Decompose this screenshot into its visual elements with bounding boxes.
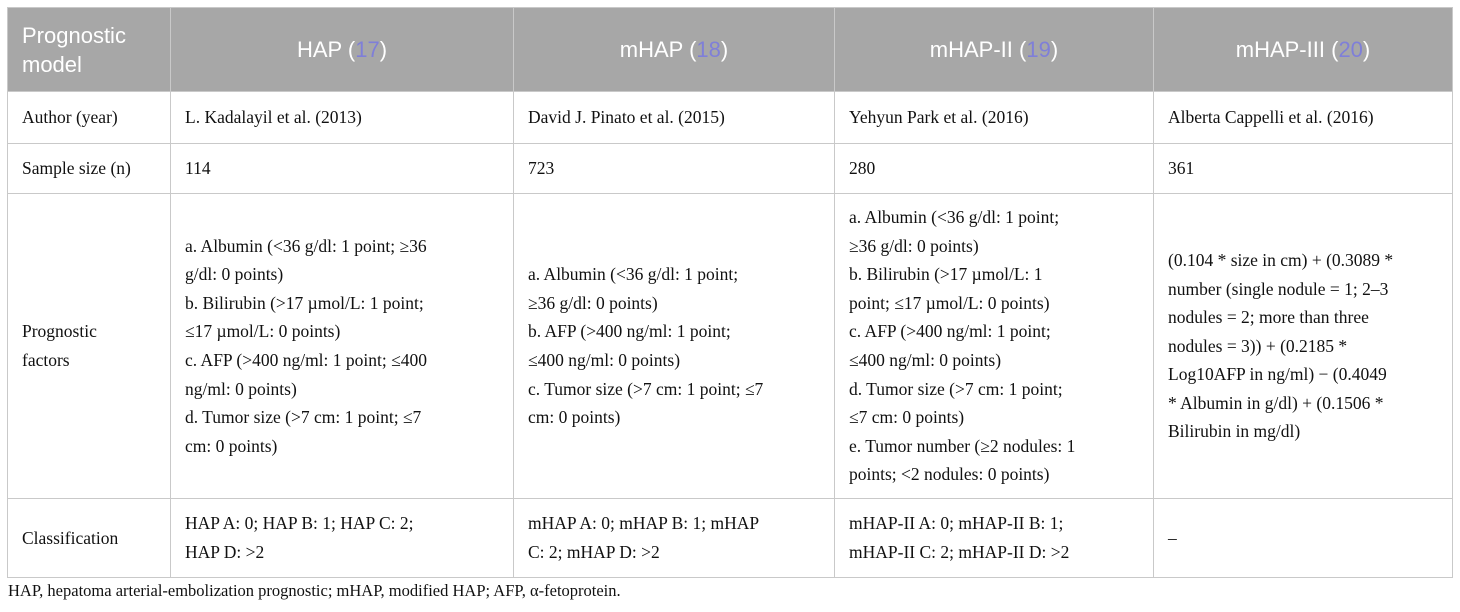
header-mhap-ii: mHAP-II (19): [835, 8, 1154, 92]
header-mhap-iii: mHAP-III (20): [1154, 8, 1453, 92]
table-cell: mHAP-II A: 0; mHAP-II B: 1; mHAP-II C: 2; mHAP-II D: >2: [835, 499, 1154, 578]
header-hap: HAP (17): [171, 8, 514, 92]
header-mhap: mHAP (18): [514, 8, 835, 92]
reference-link[interactable]: 20: [1338, 37, 1363, 62]
table-cell: (0.104 * size in cm) + (0.3089 * number (single nodule = 1; 2–3 nodules = 2; more than three nodules = 3)) + (0.2185 * Log10AFP in ng/ml) − (0.4049 * Albumin in g/dl) + (0.1506 * Bilirubin in mg/dl): [1154, 194, 1453, 499]
row-label: Sample size (n): [8, 144, 171, 194]
table-cell: mHAP A: 0; mHAP B: 1; mHAP C: 2; mHAP D: >2: [514, 499, 835, 578]
reference-link[interactable]: 17: [355, 37, 380, 62]
table-cell: 114: [171, 144, 514, 194]
table-cell: 361: [1154, 144, 1453, 194]
table-footnote: HAP, hepatoma arterial-embolization prognostic; mHAP, modified HAP; AFP, α-fetoprotein.: [8, 581, 621, 600]
row-label: Prognostic factors: [8, 194, 171, 499]
row-label: Classification: [8, 499, 171, 578]
table-row-sample-size: [8, 144, 1453, 194]
table-row-author: [8, 92, 1453, 144]
table-cell: David J. Pinato et al. (2015): [514, 92, 835, 144]
reference-link[interactable]: 19: [1026, 37, 1051, 62]
table-cell: 723: [514, 144, 835, 194]
table-cell: L. Kadalayil et al. (2013): [171, 92, 514, 144]
table-cell: –: [1154, 499, 1453, 578]
table-cell: a. Albumin (<36 g/dl: 1 point; ≥36 g/dl: 0 points) b. AFP (>400 ng/ml: 1 point; ≤400 ng/ml: 0 points) c. Tumor size (>7 cm: 1 point; ≤7 cm: 0 points): [514, 194, 835, 499]
header-row: [8, 8, 1453, 92]
table-cell: a. Albumin (<36 g/dl: 1 point; ≥36 g/dl: 0 points) b. Bilirubin (>17 µmol/L: 1 point; ≤17 µmol/L: 0 points) c. AFP (>400 ng/ml: 1 point; ≤400 ng/ml: 0 points) d. Tumor size (>7 cm: 1 point; ≤7 cm: 0 points): [171, 194, 514, 499]
table-cell: HAP A: 0; HAP B: 1; HAP C: 2; HAP D: >2: [171, 499, 514, 578]
table-row-prognostic-factors: [8, 194, 1453, 499]
table-row-classification: [8, 499, 1453, 578]
reference-link[interactable]: 18: [696, 37, 721, 62]
table-cell: 280: [835, 144, 1154, 194]
table-cell: Alberta Cappelli et al. (2016): [1154, 92, 1453, 144]
row-label: Author (year): [8, 92, 171, 144]
table-container: [7, 7, 1453, 578]
header-prognostic-model: Prognostic model: [8, 8, 171, 92]
prognostic-models-table: [7, 7, 1453, 578]
table-cell: a. Albumin (<36 g/dl: 1 point; ≥36 g/dl: 0 points) b. Bilirubin (>17 µmol/L: 1 point; ≤17 µmol/L: 0 points) c. AFP (>400 ng/ml: 1 point; ≤400 ng/ml: 0 points) d. Tumor size (>7 cm: 1 point; ≤7 cm: 0 points) e. Tumor number (≥2 nodules: 1 points; <2 nodules: 0 points): [835, 194, 1154, 499]
table-cell: Yehyun Park et al. (2016): [835, 92, 1154, 144]
